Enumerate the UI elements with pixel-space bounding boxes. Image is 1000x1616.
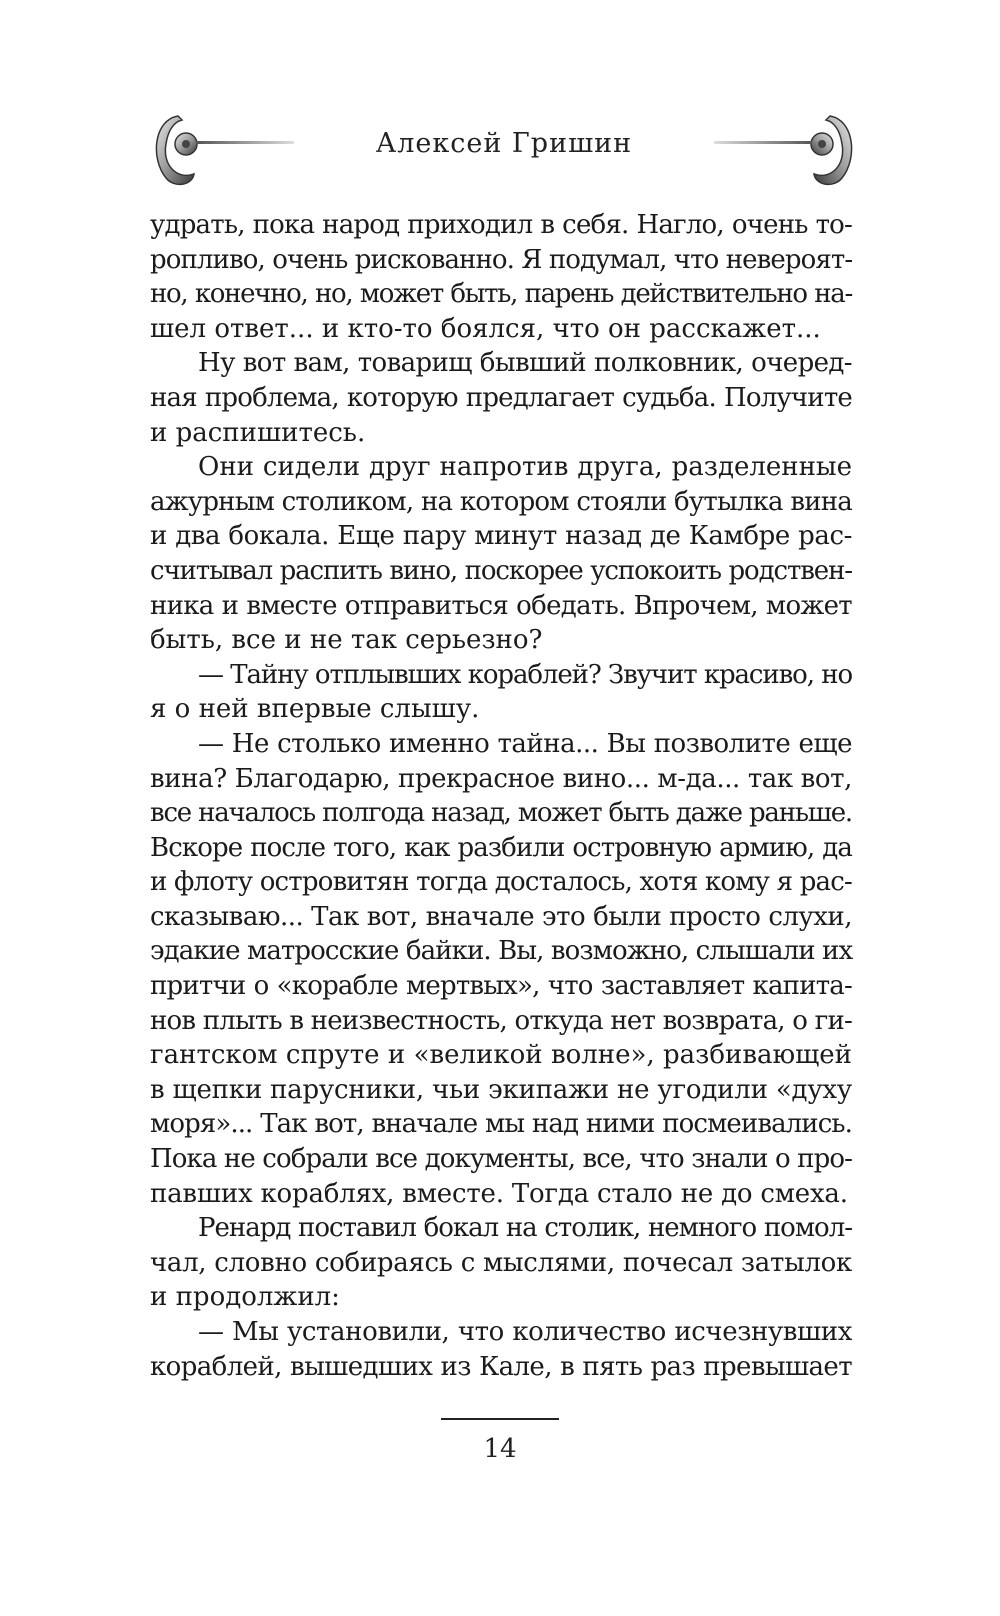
text-line: и флоту островитян тогда досталось, хотя кому я рас- bbox=[150, 867, 852, 898]
paragraph bbox=[150, 208, 852, 346]
text-line: я о ней впервые слышу. bbox=[150, 694, 480, 725]
text-line: Ну вот вам, товарищ бывший полковник, очеред- bbox=[198, 348, 852, 379]
paragraph bbox=[150, 1315, 852, 1384]
text-line: в щепки парусники, чьи экипажи не угодили «духу bbox=[150, 1074, 852, 1105]
paragraph bbox=[150, 658, 852, 727]
text-line: считывал распить вино, поскорее успокоить родствен- bbox=[150, 555, 852, 586]
text-line: Пока не собрали все документы, все, что знали о про- bbox=[150, 1144, 852, 1175]
text-line: и распишитесь. bbox=[150, 417, 366, 448]
text-line: шел ответ... и кто-то боялся, что он расскажет... bbox=[150, 313, 821, 344]
paragraph bbox=[150, 450, 852, 658]
author-name: Алексей Гришин bbox=[375, 128, 633, 159]
text-line: моря»... Так вот, вначале мы над ними посмеивались. bbox=[150, 1109, 852, 1140]
text-line: сказываю... Так вот, вначале это были просто слухи, bbox=[150, 901, 852, 932]
text-line: ная проблема, которую предлагает судьба. Получите bbox=[150, 382, 852, 413]
text-line: притчи о «корабле мертвых», что заставляет капита- bbox=[150, 971, 852, 1002]
text-line: гантском спруте и «великой волне», разбивающей bbox=[150, 1040, 852, 1071]
text-line: кораблей, вышедших из Кале, в пять раз превышает bbox=[150, 1351, 852, 1382]
text-line: павших кораблях, вместе. Тогда стало не до смеха. bbox=[150, 1178, 848, 1209]
text-line: Они сидели друг напротив друга, разделенные bbox=[198, 452, 852, 483]
text-line: и продолжил: bbox=[150, 1282, 340, 1313]
page-number: 14 bbox=[483, 1434, 517, 1464]
text-line: ажурным столиком, на котором стояли бутылка вина bbox=[150, 486, 852, 517]
text-line: Ренард поставил бокал на столик, немного помол- bbox=[198, 1213, 852, 1244]
text-line: все началось полгода назад, может быть даже раньше. bbox=[150, 798, 852, 829]
text-line: — Не столько именно тайна... Вы позволите еще bbox=[198, 728, 852, 759]
footer-rule bbox=[441, 1418, 559, 1420]
text-line: — Тайну отплывших кораблей? Звучит красиво, но bbox=[198, 659, 852, 690]
paragraph bbox=[150, 346, 852, 450]
body-text bbox=[150, 208, 852, 1384]
right-ornament-icon bbox=[710, 108, 860, 198]
paragraph bbox=[150, 727, 852, 1211]
text-line: ропливо, очень рискованно. Я подумал, что невероят- bbox=[150, 244, 853, 275]
page-footer bbox=[0, 1418, 1000, 1464]
text-line: Вскоре после того, как разбили островную армию, да bbox=[150, 832, 852, 863]
running-header bbox=[148, 108, 860, 198]
text-line: нов плыть в неизвестность, откуда нет возврата, о ги- bbox=[150, 1005, 852, 1036]
text-line: — Мы установили, что количество исчезнувших bbox=[198, 1317, 852, 1347]
paragraph bbox=[150, 1211, 852, 1315]
text-line: и два бокала. Еще пару минут назад де Камбре рас- bbox=[150, 521, 852, 552]
text-line: быть, все и не так серьезно? bbox=[150, 625, 543, 656]
text-line: но, конечно, но, может быть, парень действительно на- bbox=[150, 279, 852, 310]
text-line: вина? Благодарю, прекрасное вино... м-да... так вот, bbox=[150, 763, 852, 794]
text-line: удрать, пока народ приходил в себя. Нагло, очень то- bbox=[150, 210, 852, 240]
text-line: эдакие матросские байки. Вы, возможно, слышали их bbox=[150, 936, 853, 967]
text-line: ника и вместе отправиться обедать. Впрочем, может bbox=[150, 590, 852, 621]
text-line: чал, словно собираясь с мыслями, почесал затылок bbox=[150, 1247, 852, 1278]
